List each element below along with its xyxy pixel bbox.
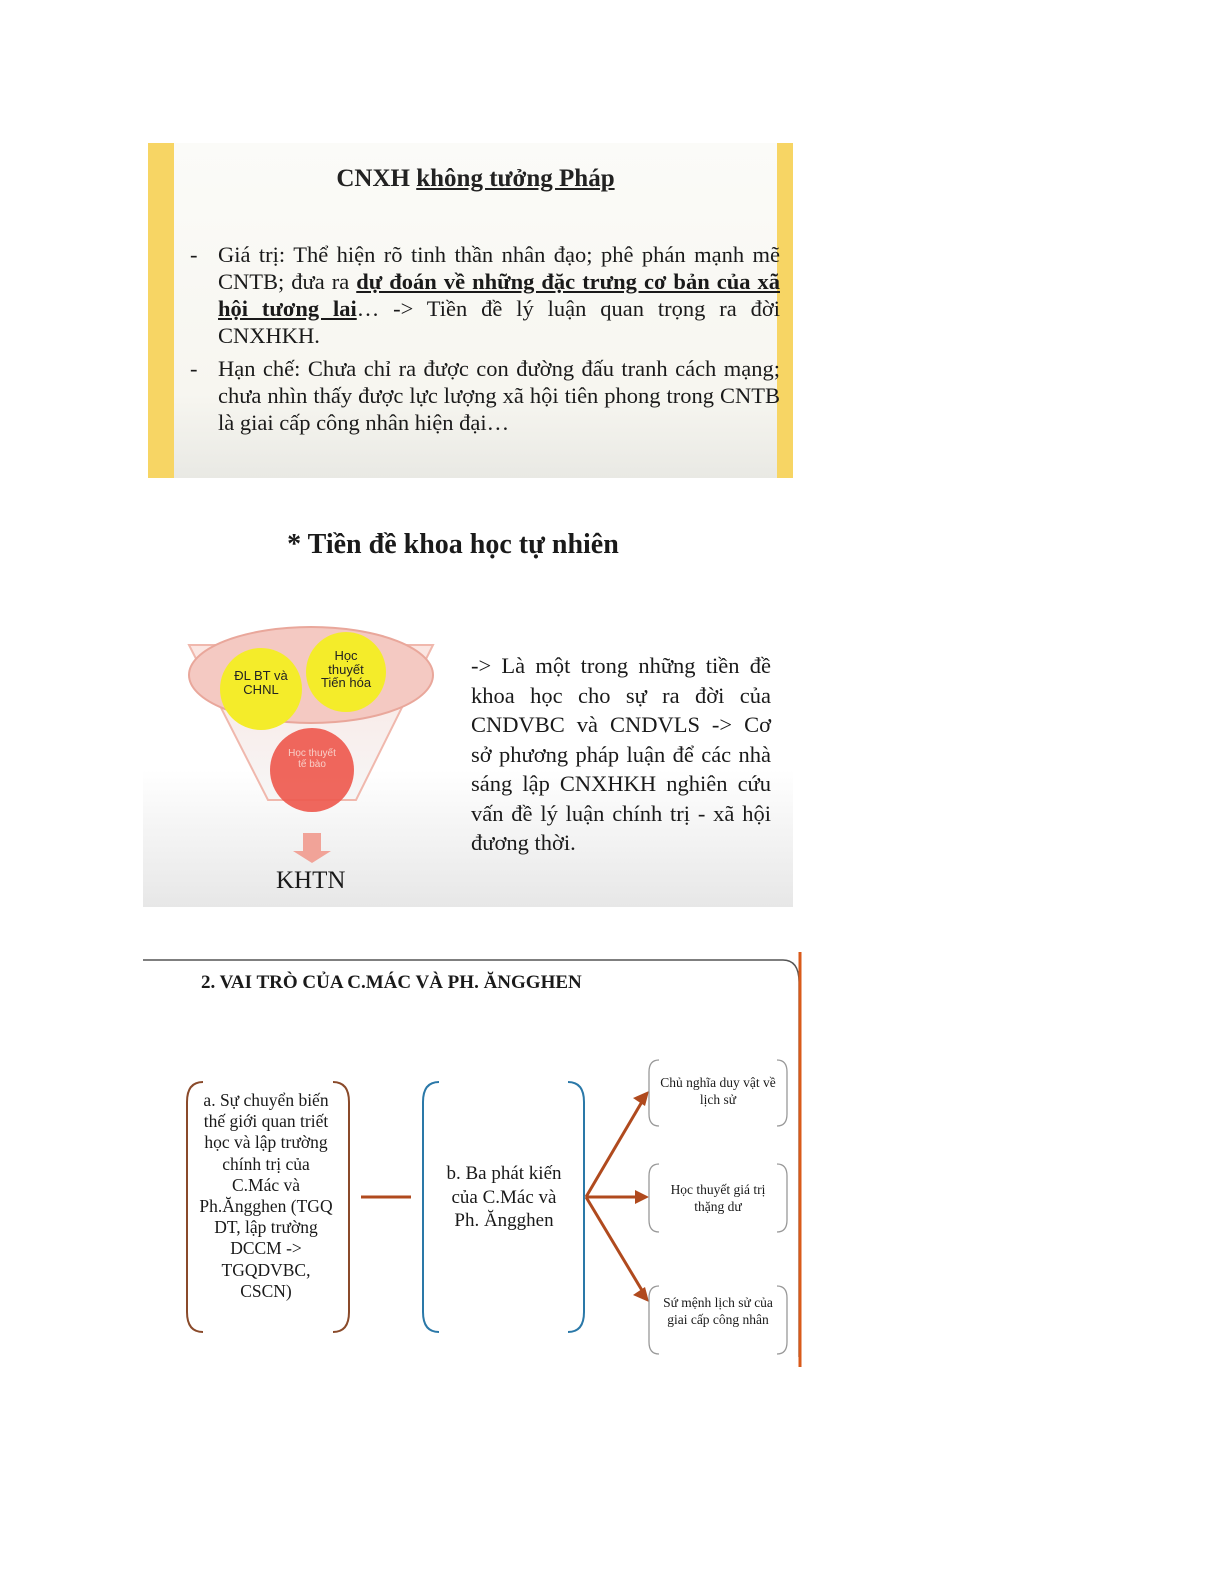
circle2-label: Học thuyết Tiến hóa bbox=[320, 648, 372, 691]
item-su-menh-lich-su: Sứ mệnh lịch sử của giai cấp công nhân bbox=[663, 1295, 773, 1327]
arrow-stem bbox=[303, 833, 321, 851]
slide-tien-de-khtn bbox=[143, 515, 793, 907]
bullet-han-che: - Hạn chế: Chưa chỉ ra được con đường đấu tranh cách mạng; chưa nhìn thấy được lực lượng xã hội tiên phong trong CNTB là giai cấp công nhân hiện đại… bbox=[190, 355, 780, 436]
arrow-2-head bbox=[635, 1190, 649, 1204]
slide1-bullets bbox=[190, 241, 780, 442]
slide2-description: -> Là một trong những tiền đề khoa học cho sự ra đời của CNDVBC và CNDVLS -> Cơ sở phương pháp luận để các nhà sáng lập CNXHKH nghiên cứu vấn đề lý luận chính trị - xã hội đương thời. bbox=[471, 653, 771, 855]
arrow-3 bbox=[586, 1197, 643, 1292]
box-a-right-bracket bbox=[333, 1082, 349, 1332]
bullet1-pre: Giá trị: Thể hiện rõ tinh thần nhân đạo; phê phán mạnh mẽ CNTB; đưa ra bbox=[218, 242, 780, 294]
circle1-label: ĐL BT và CHNL bbox=[234, 668, 288, 697]
item-chu-nghia-duy-vat: Chủ nghĩa duy vật về lịch sử bbox=[660, 1075, 776, 1107]
slide2-title: * Tiền đề khoa học tự nhiên bbox=[287, 529, 619, 560]
bullet-gia-tri bbox=[190, 241, 780, 349]
item-hoc-thuyet-gia-tri: Học thuyết giá trị thặng dư bbox=[670, 1182, 766, 1214]
bullet1-emphasis: dự đoán về những đặc trưng cơ bản của xã hội tương lai bbox=[218, 269, 780, 321]
slide-cnxh-khong-tuong bbox=[148, 143, 793, 478]
circle3-label: Học thuyết tế bào bbox=[288, 748, 336, 770]
box-a-text: a. Sự chuyển biến thế giới quan triết học và lập trường chính trị của C.Mác và Ph.Ăngghen (TGQ DT, lập trường DCCM -> TGQDVBC, CSCN) bbox=[199, 1090, 333, 1301]
box-b-text: b. Ba phát kiến của C.Mác và Ph. Ăngghen bbox=[446, 1163, 562, 1231]
slide1-title bbox=[174, 165, 777, 193]
circle-hoc-thuyet-te-bao bbox=[270, 728, 354, 812]
bullet1-post: … -> Tiền đề lý luận quan trọng ra đời CNXHKH. bbox=[218, 296, 780, 348]
slide1-title-plain: CNXH bbox=[336, 165, 410, 192]
arrow-head bbox=[293, 851, 331, 863]
slide-vai-tro bbox=[143, 952, 803, 1367]
khtn-label: KHTN bbox=[276, 867, 346, 894]
slide1-title-underlined: không tưởng Pháp bbox=[416, 165, 615, 192]
slide3-title: 2. VAI TRÒ CỦA C.MÁC VÀ PH. ĂNGGHEN bbox=[201, 972, 582, 993]
arrow-1 bbox=[586, 1100, 643, 1197]
